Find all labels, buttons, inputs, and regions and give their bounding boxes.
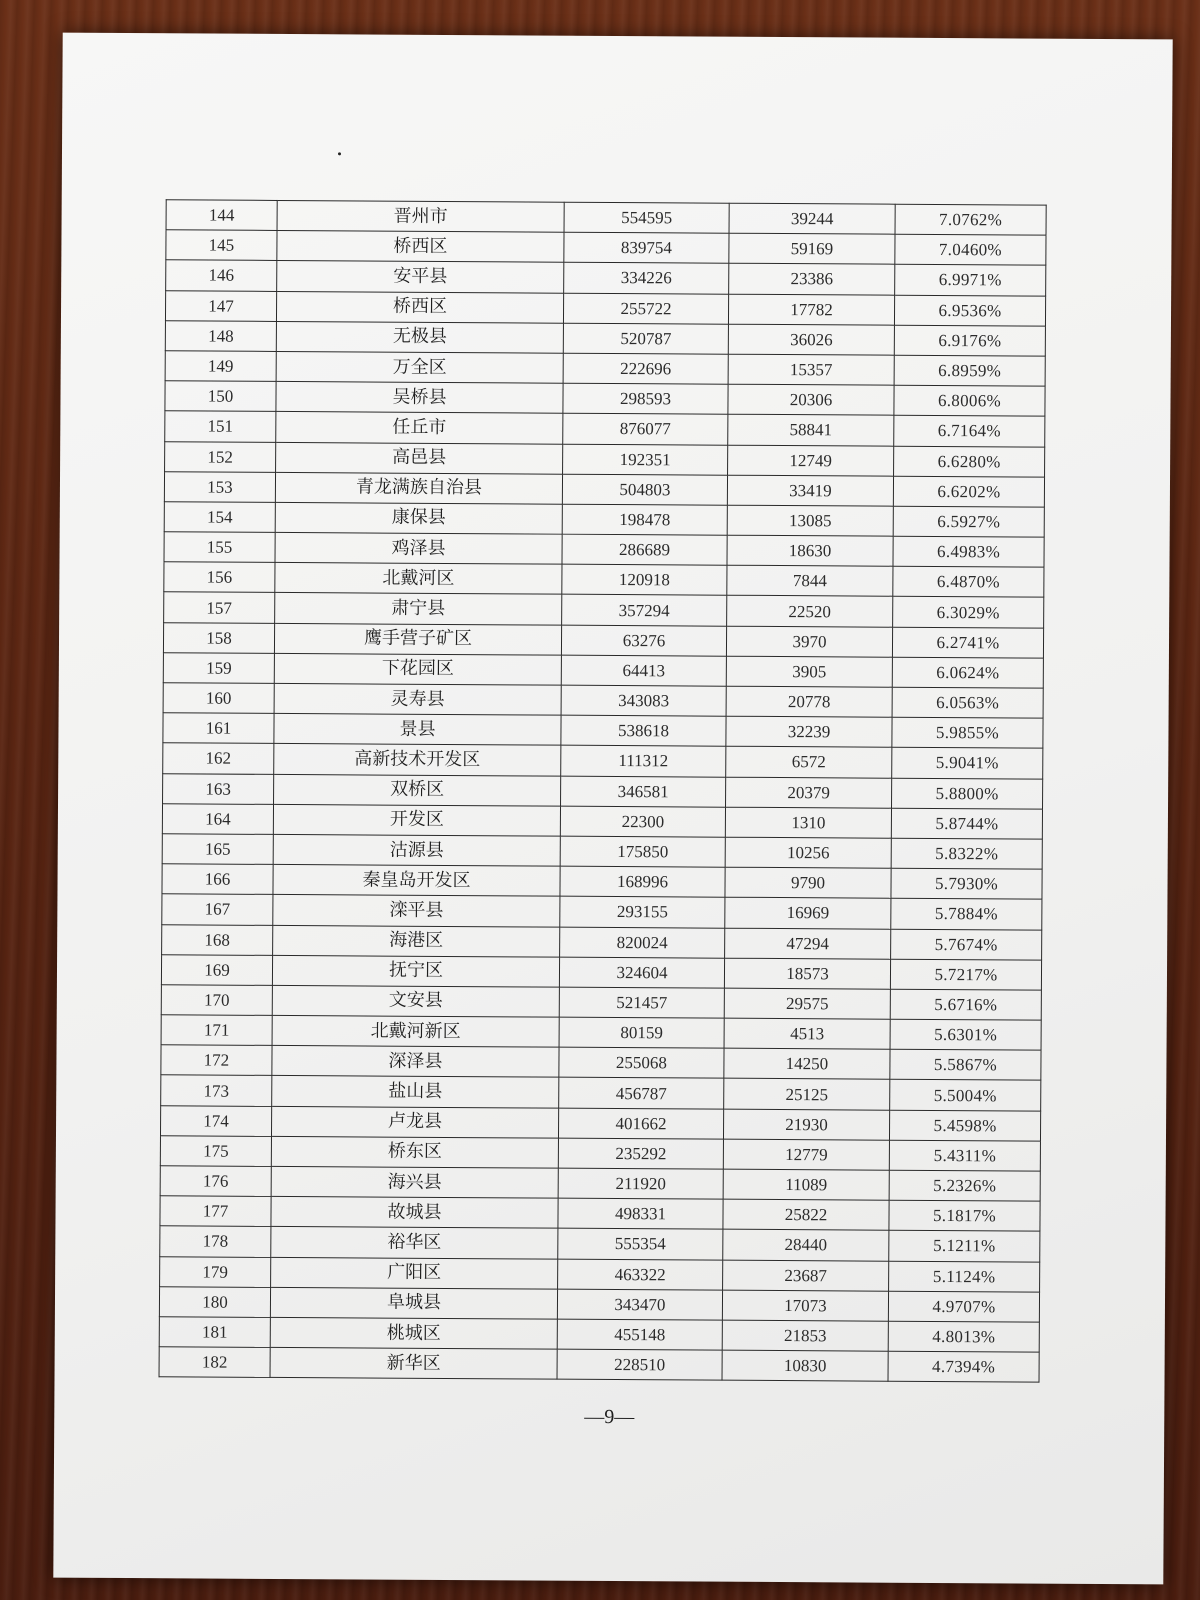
ratio-cell: 6.4870% — [893, 566, 1044, 597]
rank-cell: 158 — [163, 622, 274, 653]
rank-cell: 148 — [165, 321, 276, 352]
total-value-cell: 876077 — [563, 413, 728, 444]
ratio-cell: 4.8013% — [888, 1321, 1039, 1352]
ratio-cell: 5.5867% — [890, 1049, 1041, 1080]
region-name-cell: 任丘市 — [276, 412, 563, 444]
count-value-cell: 14250 — [724, 1048, 890, 1079]
rank-cell: 163 — [163, 773, 274, 804]
rank-cell: 172 — [161, 1045, 272, 1076]
ratio-cell: 6.9971% — [895, 265, 1046, 296]
ratio-cell: 7.0762% — [895, 204, 1046, 235]
rank-cell: 151 — [165, 411, 276, 442]
ratio-cell: 5.1124% — [889, 1261, 1040, 1292]
total-value-cell: 255068 — [559, 1047, 724, 1078]
ratio-cell: 4.9707% — [888, 1291, 1039, 1322]
count-value-cell: 3905 — [726, 656, 892, 687]
ratio-cell: 5.2326% — [889, 1170, 1040, 1201]
region-name-cell: 青龙满族自治县 — [275, 472, 562, 504]
region-name-cell: 鸡泽县 — [275, 532, 562, 564]
ratio-cell: 5.9855% — [892, 717, 1043, 748]
total-value-cell: 63276 — [561, 625, 726, 656]
region-name-cell: 吴桥县 — [276, 382, 563, 414]
count-value-cell: 20306 — [728, 384, 894, 415]
region-name-cell: 沽源县 — [273, 834, 560, 866]
total-value-cell: 64413 — [561, 655, 726, 686]
total-value-cell: 211920 — [558, 1168, 723, 1199]
ratio-cell: 5.5004% — [890, 1080, 1041, 1111]
total-value-cell: 120918 — [562, 564, 727, 595]
rank-cell: 150 — [165, 381, 276, 412]
count-value-cell: 12749 — [728, 445, 894, 476]
region-name-cell: 裕华区 — [271, 1227, 558, 1259]
table-body — [159, 200, 1046, 1383]
region-name-cell: 桃城区 — [270, 1317, 557, 1349]
region-name-cell: 桥西区 — [276, 291, 563, 323]
rank-cell: 182 — [159, 1347, 270, 1378]
total-value-cell: 456787 — [559, 1078, 724, 1109]
count-value-cell: 59169 — [729, 233, 895, 264]
region-name-cell: 北戴河新区 — [272, 1015, 559, 1047]
ratio-cell: 6.0624% — [892, 657, 1043, 688]
region-name-cell: 滦平县 — [273, 895, 560, 927]
ratio-cell: 7.0460% — [895, 234, 1046, 265]
ratio-cell: 5.8744% — [891, 808, 1042, 839]
region-name-cell: 海兴县 — [271, 1166, 558, 1198]
rank-cell: 180 — [159, 1286, 270, 1317]
total-value-cell: 235292 — [558, 1138, 723, 1169]
region-name-cell: 北戴河区 — [275, 563, 562, 595]
rank-cell: 165 — [162, 834, 273, 865]
ratio-cell: 6.2741% — [892, 627, 1043, 658]
rank-cell: 162 — [163, 743, 274, 774]
count-value-cell: 20379 — [726, 777, 892, 808]
region-name-cell: 阜城县 — [270, 1287, 557, 1319]
region-name-cell: 高新技术开发区 — [274, 744, 561, 776]
region-name-cell: 开发区 — [273, 804, 560, 836]
rank-cell: 147 — [165, 290, 276, 321]
rank-cell: 153 — [164, 471, 275, 502]
total-value-cell: 504803 — [562, 474, 727, 505]
ratio-cell: 6.3029% — [893, 597, 1044, 628]
count-value-cell: 17782 — [728, 294, 894, 325]
count-value-cell: 20778 — [726, 686, 892, 717]
region-name-cell: 无极县 — [276, 321, 563, 353]
rank-cell: 144 — [166, 200, 277, 231]
count-value-cell: 33419 — [727, 475, 893, 506]
total-value-cell: 222696 — [563, 353, 728, 384]
region-name-cell: 文安县 — [272, 985, 559, 1017]
rank-cell: 155 — [164, 532, 275, 563]
rank-cell: 152 — [165, 441, 276, 472]
count-value-cell: 18630 — [727, 535, 893, 566]
total-value-cell: 298593 — [563, 383, 728, 414]
ratio-cell: 6.9176% — [894, 325, 1045, 356]
ratio-cell: 5.1211% — [889, 1231, 1040, 1262]
ratio-cell: 6.0563% — [892, 687, 1043, 718]
region-name-cell: 海港区 — [273, 925, 560, 957]
paper-sheet — [53, 33, 1172, 1585]
ratio-cell: 4.7394% — [888, 1351, 1039, 1382]
rank-cell: 154 — [164, 502, 275, 533]
rank-cell: 181 — [159, 1317, 270, 1348]
count-value-cell: 21853 — [722, 1320, 888, 1351]
ratio-cell: 6.5927% — [893, 506, 1044, 537]
region-name-cell: 高邑县 — [276, 442, 563, 474]
rank-cell: 159 — [163, 653, 274, 684]
table-row — [159, 1347, 1039, 1383]
count-value-cell: 58841 — [728, 415, 894, 446]
region-name-cell: 桥东区 — [271, 1136, 558, 1168]
rank-cell: 171 — [161, 1015, 272, 1046]
ratio-cell: 5.8322% — [891, 838, 1042, 869]
total-value-cell: 554595 — [564, 202, 729, 233]
total-value-cell: 498331 — [558, 1198, 723, 1229]
ratio-cell: 5.4598% — [889, 1110, 1040, 1141]
total-value-cell: 521457 — [559, 987, 724, 1018]
total-value-cell: 80159 — [559, 1017, 724, 1048]
ratio-cell: 5.9041% — [892, 748, 1043, 779]
region-name-cell: 秦皇岛开发区 — [273, 865, 560, 897]
rank-cell: 170 — [161, 985, 272, 1016]
ratio-cell: 6.4983% — [893, 536, 1044, 567]
region-name-cell: 万全区 — [276, 351, 563, 383]
rank-cell: 177 — [160, 1196, 271, 1227]
region-name-cell: 康保县 — [275, 502, 562, 534]
total-value-cell: 555354 — [558, 1229, 723, 1260]
rank-cell: 164 — [162, 803, 273, 834]
rank-cell: 161 — [163, 713, 274, 744]
ratio-cell: 6.6202% — [893, 476, 1044, 507]
count-value-cell: 23386 — [729, 264, 895, 295]
count-value-cell: 39244 — [729, 203, 895, 234]
ratio-cell: 5.1817% — [889, 1200, 1040, 1231]
region-name-cell: 肃宁县 — [275, 593, 562, 625]
ratio-cell: 5.7217% — [890, 959, 1041, 990]
total-value-cell: 455148 — [557, 1319, 722, 1350]
rank-cell: 149 — [165, 351, 276, 382]
count-value-cell: 11089 — [723, 1169, 889, 1200]
rank-cell: 167 — [162, 894, 273, 925]
count-value-cell: 10256 — [725, 837, 891, 868]
total-value-cell: 334226 — [564, 263, 729, 294]
total-value-cell: 111312 — [561, 746, 726, 777]
ratio-cell: 5.6301% — [890, 1019, 1041, 1050]
region-name-cell: 广阳区 — [271, 1257, 558, 1289]
total-value-cell: 228510 — [557, 1349, 722, 1380]
count-value-cell: 4513 — [724, 1018, 890, 1049]
rank-cell: 146 — [166, 260, 277, 291]
total-value-cell: 286689 — [562, 534, 727, 565]
region-name-cell: 晋州市 — [277, 200, 564, 232]
count-value-cell: 12779 — [723, 1139, 889, 1170]
total-value-cell: 520787 — [563, 323, 728, 354]
count-value-cell: 36026 — [728, 324, 894, 355]
region-name-cell: 故城县 — [271, 1197, 558, 1229]
count-value-cell: 17073 — [722, 1290, 888, 1321]
rank-cell: 178 — [160, 1226, 271, 1257]
total-value-cell: 839754 — [564, 232, 729, 263]
total-value-cell: 168996 — [560, 866, 725, 897]
ratio-cell: 6.8006% — [894, 385, 1045, 416]
rank-cell: 160 — [163, 683, 274, 714]
rank-cell: 174 — [160, 1105, 271, 1136]
ratio-cell: 5.4311% — [889, 1140, 1040, 1171]
region-name-cell: 下花园区 — [274, 653, 561, 685]
total-value-cell: 22300 — [560, 806, 725, 837]
region-name-cell: 新华区 — [270, 1348, 557, 1380]
total-value-cell: 820024 — [560, 927, 725, 958]
count-value-cell: 28440 — [723, 1230, 889, 1261]
region-name-cell: 盐山县 — [272, 1076, 559, 1108]
rank-cell: 169 — [161, 954, 272, 985]
total-value-cell: 346581 — [561, 776, 726, 807]
count-value-cell: 13085 — [727, 505, 893, 536]
rank-cell: 145 — [166, 230, 277, 261]
count-value-cell: 3970 — [726, 626, 892, 657]
rank-cell: 173 — [161, 1075, 272, 1106]
page-number: —9— — [584, 1405, 635, 1429]
ratio-cell: 6.8959% — [894, 355, 1045, 386]
ratio-cell: 6.9536% — [894, 295, 1045, 326]
count-value-cell: 1310 — [725, 807, 891, 838]
count-value-cell: 47294 — [725, 928, 891, 959]
ratio-cell: 6.7164% — [894, 416, 1045, 447]
region-name-cell: 鹰手营子矿区 — [274, 623, 561, 655]
rank-cell: 175 — [160, 1136, 271, 1167]
ratio-cell: 6.6280% — [894, 446, 1045, 477]
count-value-cell: 18573 — [724, 958, 890, 989]
rank-cell: 168 — [162, 924, 273, 955]
data-table-container — [159, 199, 1046, 1383]
count-value-cell: 25125 — [724, 1079, 890, 1110]
total-value-cell: 357294 — [562, 595, 727, 626]
total-value-cell: 401662 — [558, 1108, 723, 1139]
rank-cell: 179 — [160, 1256, 271, 1287]
count-value-cell: 22520 — [727, 596, 893, 627]
rank-cell: 176 — [160, 1166, 271, 1197]
rank-cell: 166 — [162, 864, 273, 895]
count-value-cell: 23687 — [723, 1260, 889, 1291]
count-value-cell: 25822 — [723, 1199, 889, 1230]
total-value-cell: 343470 — [557, 1289, 722, 1320]
region-name-cell: 景县 — [274, 714, 561, 746]
ink-speck — [338, 152, 341, 155]
total-value-cell: 343083 — [561, 685, 726, 716]
ratio-cell: 5.7930% — [891, 868, 1042, 899]
count-value-cell: 29575 — [724, 988, 890, 1019]
region-name-cell: 卢龙县 — [271, 1106, 558, 1138]
count-value-cell: 10830 — [722, 1350, 888, 1381]
ratio-cell: 5.6716% — [890, 989, 1041, 1020]
region-name-cell: 桥西区 — [277, 231, 564, 263]
rank-cell: 157 — [164, 592, 275, 623]
total-value-cell: 293155 — [560, 896, 725, 927]
total-value-cell: 324604 — [559, 957, 724, 988]
rank-cell: 156 — [164, 562, 275, 593]
region-name-cell: 安平县 — [277, 261, 564, 293]
ratio-cell: 5.7674% — [891, 929, 1042, 960]
count-value-cell: 9790 — [725, 867, 891, 898]
count-value-cell: 6572 — [726, 747, 892, 778]
count-value-cell: 7844 — [727, 565, 893, 596]
count-value-cell: 32239 — [726, 716, 892, 747]
region-name-cell: 双桥区 — [274, 774, 561, 806]
total-value-cell: 175850 — [560, 836, 725, 867]
ratio-cell: 5.8800% — [892, 778, 1043, 809]
total-value-cell: 463322 — [558, 1259, 723, 1290]
total-value-cell: 198478 — [562, 504, 727, 535]
ranking-table — [159, 199, 1047, 1383]
count-value-cell: 15357 — [728, 354, 894, 385]
ratio-cell: 5.7884% — [891, 899, 1042, 930]
region-name-cell: 抚宁区 — [272, 955, 559, 987]
total-value-cell: 192351 — [563, 444, 728, 475]
region-name-cell: 灵寿县 — [274, 683, 561, 715]
total-value-cell: 255722 — [563, 293, 728, 324]
count-value-cell: 21930 — [723, 1109, 889, 1140]
region-name-cell: 深泽县 — [272, 1046, 559, 1078]
count-value-cell: 16969 — [725, 897, 891, 928]
total-value-cell: 538618 — [561, 715, 726, 746]
